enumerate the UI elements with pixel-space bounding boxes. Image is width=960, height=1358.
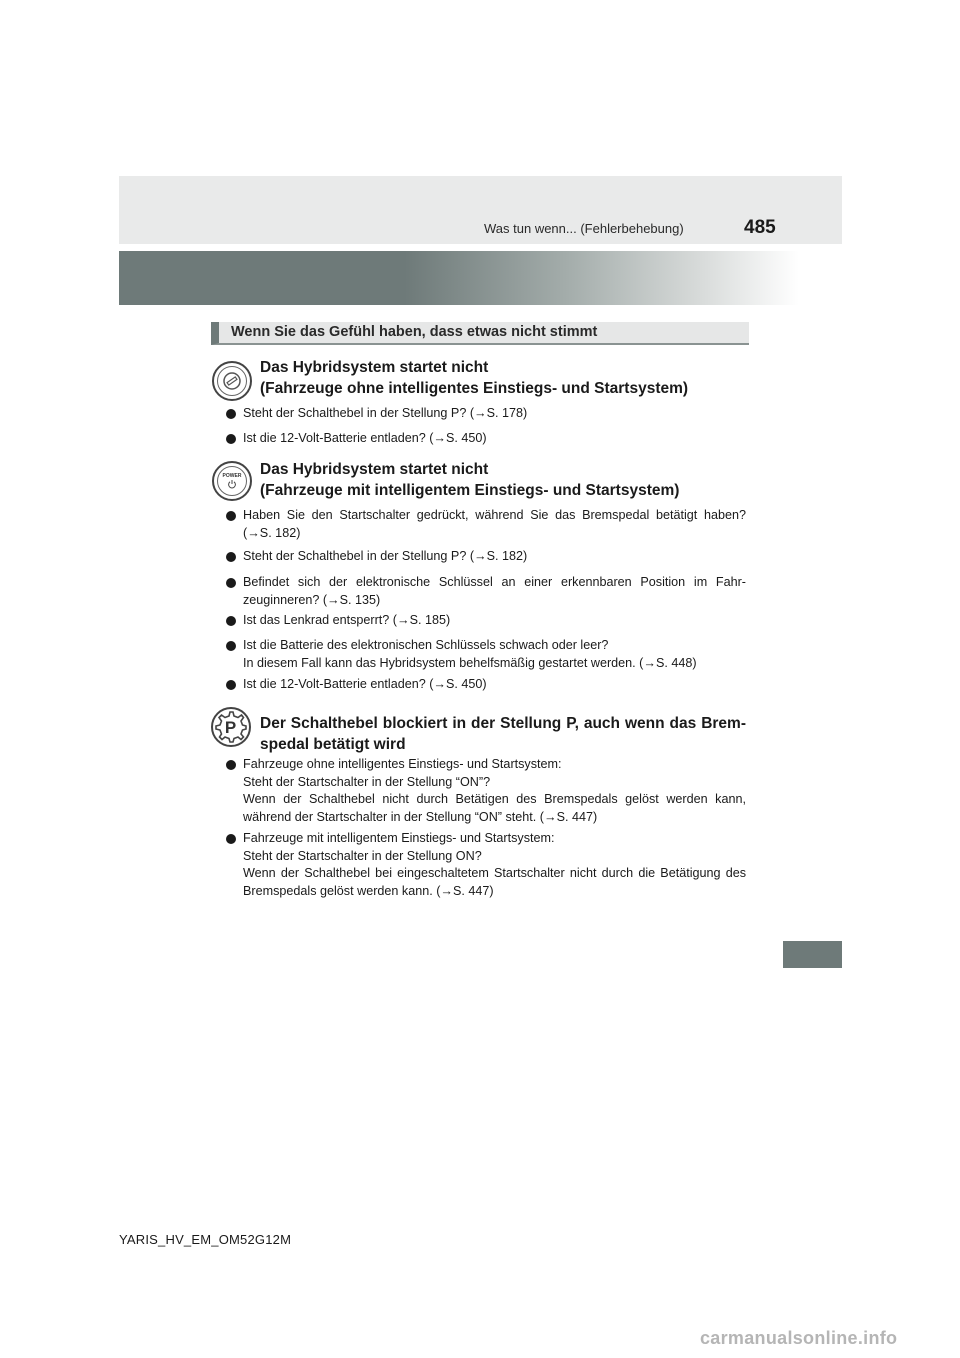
list-item: Befindet sich der elektronische Schlüssel an einer erkennbaren Position im Fahr-zeuginneren? (→S. 135) [226, 574, 746, 609]
watermark[interactable]: carmanualsonline.info [700, 1328, 898, 1348]
chapter-side-tab [783, 941, 842, 968]
block1-heading: Das Hybridsystem startet nicht (Fahrzeuge ohne intelligentes Einstiegs- und Startsystem) [260, 359, 689, 397]
list-item: Ist die 12-Volt-Batterie entladen? (→S. 450) [226, 430, 746, 448]
section-title: Wenn Sie das Gefühl haben, dass etwas nicht stimmt [231, 324, 598, 340]
list-item: Steht der Schalthebel in der Stellung P? (→S. 178) [226, 405, 746, 423]
list-item: Haben Sie den Startschalter gedrückt, während Sie das Bremspedal betätigt haben? (→S. 182) [226, 507, 746, 542]
list-item: Ist die Batterie des elektronischen Schlüssels schwach oder leer? In diesem Fall kann das Hybridsystem behelfsmäßig gestartet werden. (→S. 448) [226, 637, 746, 672]
block3-heading: Der Schalthebel blockiert in der Stellung P, auch wenn das Brem- spedal betätigt wird [260, 715, 746, 753]
header-band [119, 176, 842, 244]
chapter-title: Was tun wenn... (Fehlerbehebung) [484, 221, 684, 236]
ignition-key-icon [212, 361, 252, 401]
page-number: 485 [744, 217, 776, 238]
block2-heading: Das Hybridsystem startet nicht (Fahrzeuge mit intelligentem Einstiegs- und Startsystem) [260, 461, 680, 499]
list-item: Steht der Schalthebel in der Stellung P? (→S. 182) [226, 548, 746, 566]
svg-text:P: P [224, 718, 237, 737]
list-item: Fahrzeuge ohne intelligentes Einstiegs- und Startsystem: Steht der Startschalter in der Stellung “ON”? Wenn der Schalthebel nicht durch Betätigen des Bremspedals gelöst werden kann, während der Startschalter in der Stellung “ON” steht. (→S. 447) [226, 756, 746, 826]
section-heading [211, 322, 749, 345]
decorative-gradient-band [119, 251, 799, 305]
list-item: Ist die 12-Volt-Batterie entladen? (→S. 450) [226, 676, 746, 694]
power-button-icon: POWER [212, 461, 252, 501]
list-item: Fahrzeuge mit intelligentem Einstiegs- und Startsystem: Steht der Startschalter in der Stellung ON? Wenn der Schalthebel bei eingeschaltetem Startschalter nicht durch die Betätigung des Bremspedals gelöst werden kann. (→S. 447) [226, 830, 746, 900]
document-code: YARIS_HV_EM_OM52G12M [119, 1232, 292, 1247]
park-gear-icon [211, 707, 251, 747]
list-item: Ist das Lenkrad entsperrt? (→S. 185) [226, 612, 746, 630]
